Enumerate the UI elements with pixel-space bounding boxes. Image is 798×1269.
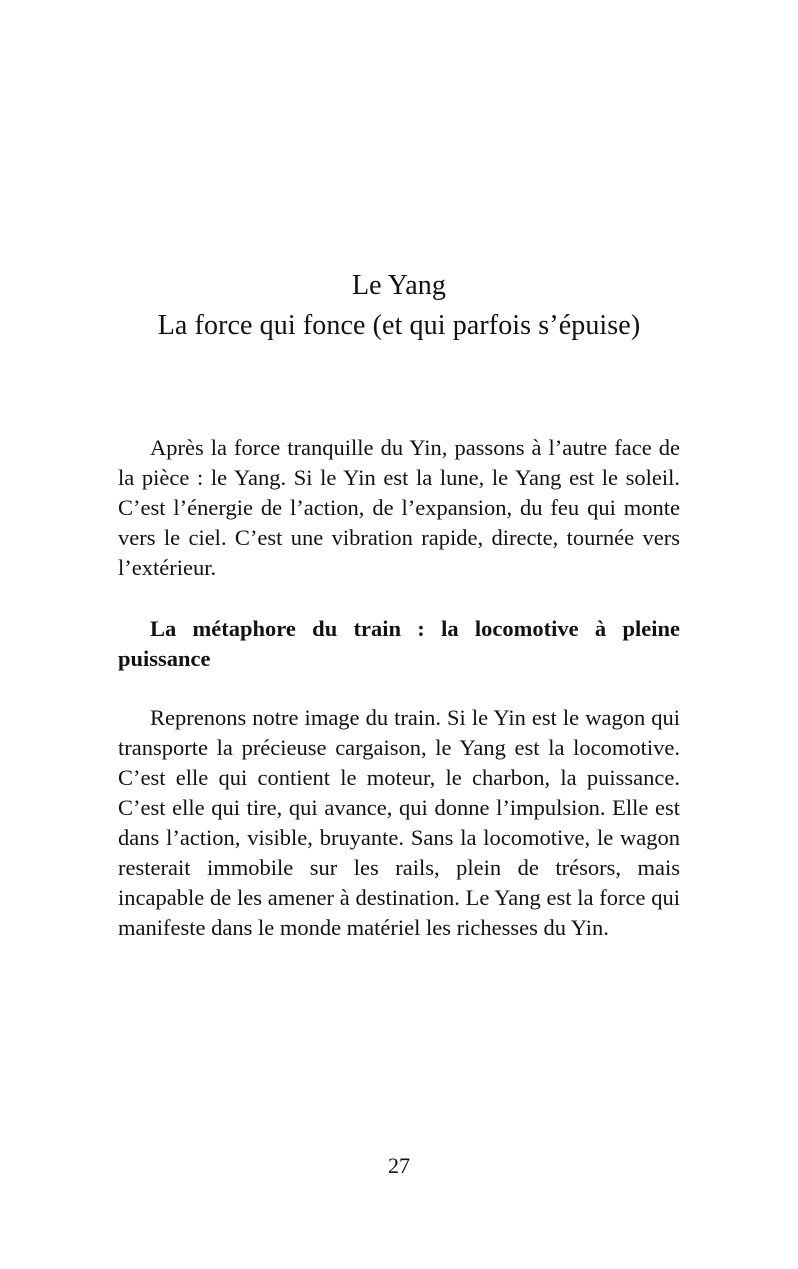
chapter-title-block — [0, 266, 798, 346]
page-number: 27 — [388, 1153, 410, 1178]
section-heading: La métaphore du train : la locomotive à pleine puissance — [118, 616, 680, 671]
chapter-subtitle: La force qui fonce (et qui parfois s’épuise) — [157, 310, 641, 341]
chapter-title: Le Yang — [351, 270, 447, 301]
train-paragraph: Reprenons notre image du train. Si le Yin est le wagon qui transporte la précieuse cargaison, le Yang est la locomotive. C’est elle qui contient le moteur, le charbon, la puissance. C’est elle qui tire, qui avance, qui donne l’impulsion. Elle est dans l’action, visible, bruyante. Sans la locomotive, le wagon resterait immobile sur les rails, plein de trésors, mais incapable de les amener à destination. Le Yang est la force qui manifeste dans le monde matériel les richesses du Yin. — [118, 705, 680, 940]
intro-paragraph: Après la force tranquille du Yin, passons à l’autre face de la pièce : le Yang. Si le Yin est la lune, le Yang est le soleil. C’est l’énergie de l’action, de l’expansion, du feu qui monte vers le ciel. C’est une vibration rapide, directe, tournée vers l’extérieur. — [118, 435, 680, 580]
